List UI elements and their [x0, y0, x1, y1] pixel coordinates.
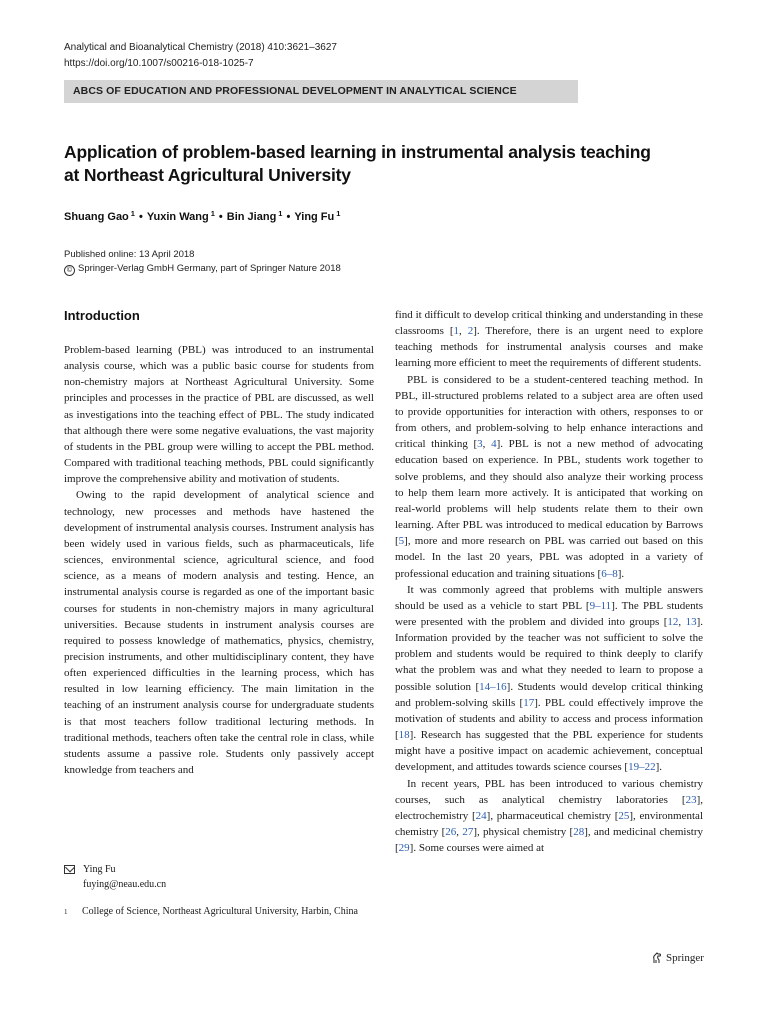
copyright-line	[64, 262, 341, 276]
citation-link[interactable]: 23	[685, 793, 697, 806]
citation-link[interactable]: 29	[398, 842, 410, 855]
publication-info	[64, 248, 341, 276]
citation-link[interactable]: 1	[453, 325, 459, 338]
title-line-2: at Northeast Agricultural University	[64, 165, 351, 185]
right-paragraph-3: It was commonly agreed that problems with multiple answers should be used as a vehicle to start PBL [9–11]. The PBL students were presented with the problem and divided into groups [12, 13]. Information provided by the teacher was not sufficient to solve the problem and students would be required to think deeply to clarify what the problem was and what they needed to learn to propose a possible solution [14–16]. Students would develop critical thinking and problem-solving skills [17]. PBL could effectively improve the motivation of students and ability to access and process information [18]. Research has suggested that the PBL experience for students might have a positive impact on academic achievement, conceptual development, and attitudes towards science courses [19–22].	[395, 583, 703, 774]
left-column	[64, 307, 374, 778]
title-line-1: Application of problem-based learning in instrumental analysis teaching	[64, 142, 651, 162]
citation-link[interactable]: 2	[467, 325, 474, 338]
author-affil: 1	[130, 209, 135, 218]
citation-link[interactable]: 14–16	[479, 680, 507, 693]
author-list	[64, 206, 340, 225]
doi-link[interactable]: https://doi.org/10.1007/s00216-018-1025-7	[64, 58, 254, 69]
right-column	[395, 307, 703, 856]
author-name[interactable]: Ying Fu	[294, 211, 335, 223]
author-affil: 1	[278, 209, 283, 218]
citation-link[interactable]: 26	[445, 826, 457, 838]
contact-name: Ying Fu	[83, 864, 116, 875]
citation-link[interactable]: 24	[475, 809, 487, 822]
citation-link[interactable]: 19–22	[628, 761, 656, 774]
intro-paragraph-2: Owing to the rapid development of analytical science and technology, new processes and methods have hastened the development of instrumental analysis courses. Instrument analysis has been widely used in various fields, such as pharmaceuticals, life sciences, environmental science, agricultural science, and food science, as a means of modern analysis and testing. Hence, an instrumental analysis course is regarded as one of the important basic courses for students in non-chemistry majors in many agricultural universities. Because students in instrument analysis courses are required to possess knowledge of mathematics, physics, chemistry, precision instruments, and other multidisciplinary content, they have often experienced difficulties in the learning process, which has resulted in low learning efficiency. The main limitation in the teaching of an instrument analysis course for undergraduate students is that most teachers follow traditional lecturing methods. In traditional methods, teachers often take the central role in class, while students assume a passive role. Students only passively accept knowledge from teachers and	[64, 489, 374, 777]
citation-link[interactable]: 17	[523, 696, 535, 709]
author-affil: 1	[336, 209, 341, 218]
author-separator: •	[286, 211, 291, 223]
copyright-icon: ©	[64, 265, 75, 276]
right-paragraph-4: In recent years, PBL has been introduced to various chemistry courses, such as analytical chemistry laboratories [23], electrochemistry [24], pharmaceutical chemistry [25], environmental chemistry [26, 27], physical chemistry [28], and medicinal chemistry [29]. Some courses were aimed at	[395, 777, 703, 855]
citation-link[interactable]: 5	[398, 535, 405, 548]
springer-horse-icon	[651, 952, 663, 964]
envelope-icon	[64, 865, 75, 874]
citation-link[interactable]: 28	[573, 826, 585, 838]
author-separator: •	[218, 211, 223, 223]
citation-link[interactable]: 13	[685, 615, 697, 628]
corresponding-author	[64, 862, 382, 892]
publisher-name: Springer	[666, 952, 704, 964]
springer-logo	[651, 952, 704, 964]
citation-link[interactable]: 4	[491, 438, 497, 451]
contact-email[interactable]: fuying@neau.edu.cn	[83, 879, 167, 890]
author-affil: 1	[210, 209, 215, 218]
right-paragraph-1: find it difficult to develop critical thinking and understanding in these classrooms [1, 2]. Therefore, there is an urgent need to explore teaching methods for instrumental analysis courses and make learning more efficient to meet the requirements of different students.	[395, 309, 704, 370]
affiliation-text: College of Science, Northeast Agricultural University, Harbin, China	[82, 906, 358, 917]
footnote	[64, 862, 382, 920]
article-title	[64, 141, 704, 187]
copyright-text: Springer-Verlag GmbH Germany, part of Springer Nature 2018	[78, 263, 341, 274]
section-heading-introduction: Introduction	[64, 308, 140, 323]
right-paragraph-2: PBL is considered to be a student-centered teaching method. In PBL, ill-structured problems related to a subject area are often used to provide opportunities for interaction with others, responses to or from others, and problem-solving to help enhance interactions and critical thinking [3, 4]. PBL is not a new method of advocating education based on experience. In PBL, students work together to solve problems, and they should also analyze their working process to help them learn more actively. It is anticipated that working on real-world problems will help students relate them to their own learning. After PBL was introduced to medical education by Barrows [5], more and more research on PBL was carried out based on this model. In the last 20 years, PBL was adopted in a variety of professional education and training situations [6–8].	[395, 373, 703, 580]
affiliation	[64, 904, 382, 920]
section-banner: ABCS OF EDUCATION AND PROFESSIONAL DEVELOPMENT IN ANALYTICAL SCIENCE	[64, 80, 578, 103]
affiliation-number: 1	[64, 908, 68, 916]
citation-link[interactable]: 9–11	[589, 599, 612, 612]
author-separator: •	[138, 211, 143, 223]
citation-link[interactable]: 12	[667, 615, 679, 628]
citation-link[interactable]: 27	[462, 826, 474, 838]
citation-link[interactable]: 6–8	[601, 567, 618, 580]
citation-link[interactable]: 18	[398, 729, 410, 742]
author-name[interactable]: Yuxin Wang	[146, 211, 209, 223]
intro-paragraph-1: Problem-based learning (PBL) was introduced to an instrumental analysis course, which was a public basic course for students from non-chemistry majors at Northeast Agricultural University. Some principles and processes in the practice of PBL are discussed, as well as investigations into the teaching effect of PBL. The study indicated that although there were some negative evaluations, the vast majority of students in the PBL group were willing to accept the PBL method. Compared with traditional teaching methods, PBL could significantly improve the comprehensive ability and motivation of students.	[64, 344, 374, 486]
journal-header	[64, 40, 337, 72]
journal-citation: Analytical and Bioanalytical Chemistry (2018) 410:3621–3627	[64, 42, 337, 53]
author-name[interactable]: Bin Jiang	[226, 211, 277, 223]
citation-link[interactable]: 3	[477, 438, 483, 451]
author-name[interactable]: Shuang Gao	[64, 211, 129, 223]
citation-link[interactable]: 25	[618, 809, 630, 822]
published-date: Published online: 13 April 2018	[64, 249, 195, 260]
